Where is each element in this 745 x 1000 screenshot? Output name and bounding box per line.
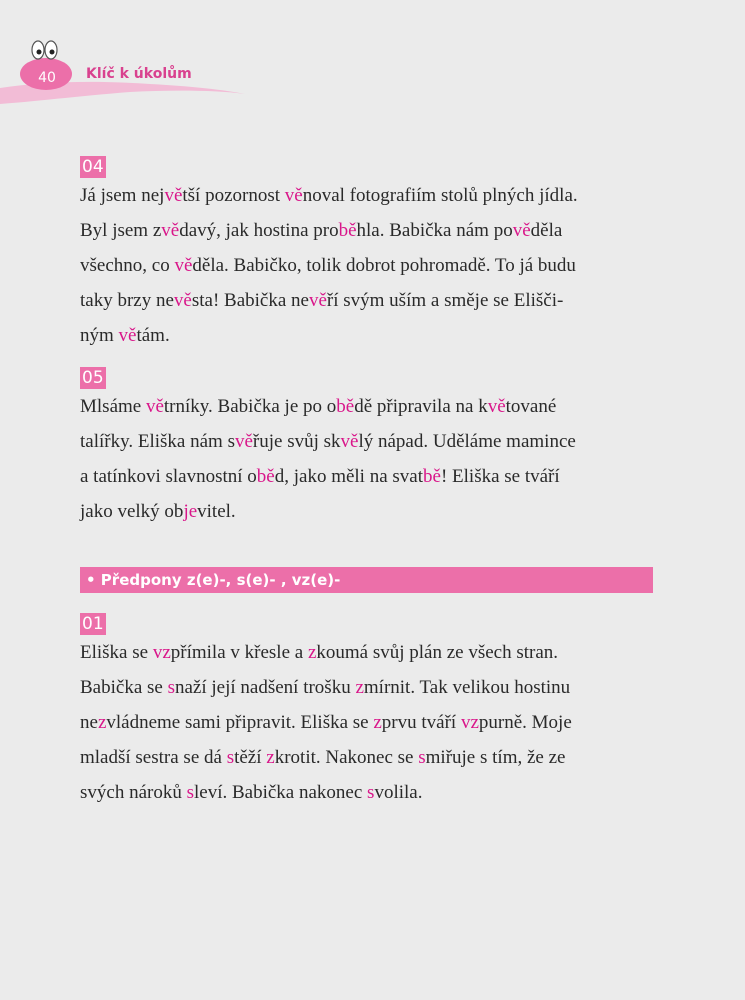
text-segment: leví. Babička nakonec	[194, 782, 368, 803]
text-segment: noval fotografiím stolů plných jídla.	[302, 185, 578, 206]
text-segment: řuje svůj sk	[252, 431, 341, 452]
text-line	[80, 213, 680, 248]
exercise-number: 01	[82, 614, 104, 634]
highlighted-letters: s	[186, 782, 194, 803]
highlighted-letters: vě	[145, 396, 164, 417]
content	[80, 152, 680, 810]
text-segment: mírnit. Tak velikou hostinu	[363, 677, 571, 698]
text-line	[80, 494, 680, 529]
highlighted-letters: vě	[340, 431, 359, 452]
text-segment: prvu tváří	[381, 712, 461, 733]
text-line	[80, 635, 680, 670]
text-segment: taky brzy ne	[80, 290, 174, 311]
text-line	[80, 283, 680, 318]
text-line	[80, 318, 680, 353]
header-title: Klíč k úkolům	[86, 66, 192, 82]
highlighted-letters: s	[367, 782, 375, 803]
answer-block	[80, 152, 680, 353]
text-segment: volila.	[374, 782, 423, 803]
text-line	[80, 670, 680, 705]
highlighted-letters: bě	[338, 220, 357, 241]
text-line	[80, 424, 680, 459]
text-segment: tší pozornost	[182, 185, 285, 206]
text-line	[80, 775, 680, 810]
highlighted-letters: je	[183, 501, 198, 522]
text-segment: ! Eliška se tváří	[440, 466, 560, 487]
text-line	[80, 178, 680, 213]
text-segment: trníky. Babička je po o	[163, 396, 337, 417]
text-segment: všechno, co	[80, 255, 175, 276]
text-segment: hla. Babička nám po	[356, 220, 513, 241]
text-segment: děla. Babičko, tolik dobrot pohromadě. To já budu	[192, 255, 576, 276]
highlighted-letters: vě	[512, 220, 531, 241]
highlighted-letters: z	[266, 747, 275, 768]
highlighted-letters: vě	[118, 325, 137, 346]
text-segment: sta! Babička ne	[191, 290, 309, 311]
text-segment: Eliška se	[80, 642, 153, 663]
text-segment: děla	[530, 220, 563, 241]
highlighted-letters: bě	[423, 466, 441, 487]
text-segment: Já jsem nej	[80, 185, 165, 206]
page-header	[0, 30, 260, 110]
text-segment: jako velký ob	[80, 501, 184, 522]
highlighted-letters: vě	[284, 185, 303, 206]
text-segment: a tatínkovi slavnostní o	[80, 466, 257, 487]
text-segment: ne	[80, 712, 98, 733]
answer-sections-prefixes	[80, 609, 680, 810]
highlighted-letters: bě	[336, 396, 355, 417]
text-segment: Babička se	[80, 677, 168, 698]
text-segment: ným	[80, 325, 119, 346]
highlighted-letters: vě	[161, 220, 180, 241]
answer-block	[80, 353, 680, 529]
highlighted-letters: vě	[173, 290, 192, 311]
text-segment: naží její nadšení trošku	[174, 677, 356, 698]
answer-paragraph	[80, 389, 680, 529]
highlighted-letters: vě	[164, 185, 183, 206]
highlighted-letters: vě	[487, 396, 506, 417]
text-segment: mladší sestra se dá	[80, 747, 227, 768]
text-segment: lý nápad. Uděláme mamince	[358, 431, 576, 452]
text-segment: tované	[505, 396, 557, 417]
highlighted-letters: vz	[152, 642, 171, 663]
text-segment: vitel.	[197, 501, 236, 522]
text-segment: vládneme sami připravit. Eliška se	[106, 712, 374, 733]
highlighted-letters: vz	[460, 712, 479, 733]
text-segment: svých nároků	[80, 782, 187, 803]
text-segment: tám.	[136, 325, 170, 346]
text-segment: těží	[234, 747, 267, 768]
text-segment: Byl jsem z	[80, 220, 162, 241]
text-line	[80, 459, 680, 494]
section-bar-prefixes: • Předpony z(e)-, s(e)- , vz(e)-	[80, 567, 653, 593]
highlighted-letters: z	[307, 642, 317, 663]
answer-block	[80, 609, 680, 810]
highlighted-letters: z	[97, 712, 107, 733]
highlighted-letters: z	[373, 712, 382, 733]
text-segment: purně. Moje	[478, 712, 572, 733]
text-segment: dě připravila na k	[354, 396, 488, 417]
answer-paragraph	[80, 178, 680, 353]
highlighted-letters: vě	[174, 255, 193, 276]
highlighted-letters: vě	[308, 290, 327, 311]
highlighted-letters: s	[167, 677, 175, 698]
answer-paragraph	[80, 635, 680, 810]
exercise-number: 05	[82, 368, 104, 388]
answer-sections	[80, 152, 680, 529]
text-line	[80, 248, 680, 283]
text-line	[80, 740, 680, 775]
text-line	[80, 389, 680, 424]
text-segment: davý, jak hostina pro	[179, 220, 339, 241]
highlighted-letters: z	[355, 677, 364, 698]
exercise-number: 04	[82, 157, 104, 177]
text-segment: ří svým uším a směje se Elišči-	[326, 290, 564, 311]
text-segment: Mlsáme	[80, 396, 146, 417]
text-segment: d, jako měli na svat	[274, 466, 424, 487]
text-segment: miřuje s tím, že ze	[425, 747, 566, 768]
page-number: 40	[38, 70, 56, 86]
highlighted-letters: bě	[256, 466, 275, 487]
text-segment: talířky. Eliška nám s	[80, 431, 235, 452]
highlighted-letters: vě	[234, 431, 253, 452]
highlighted-letters: s	[418, 747, 426, 768]
highlighted-letters: s	[226, 747, 235, 768]
text-segment: krotit. Nakonec se	[274, 747, 419, 768]
text-segment: přímila v křesle a	[170, 642, 308, 663]
text-line	[80, 705, 680, 740]
text-segment: koumá svůj plán ze všech stran.	[316, 642, 559, 663]
